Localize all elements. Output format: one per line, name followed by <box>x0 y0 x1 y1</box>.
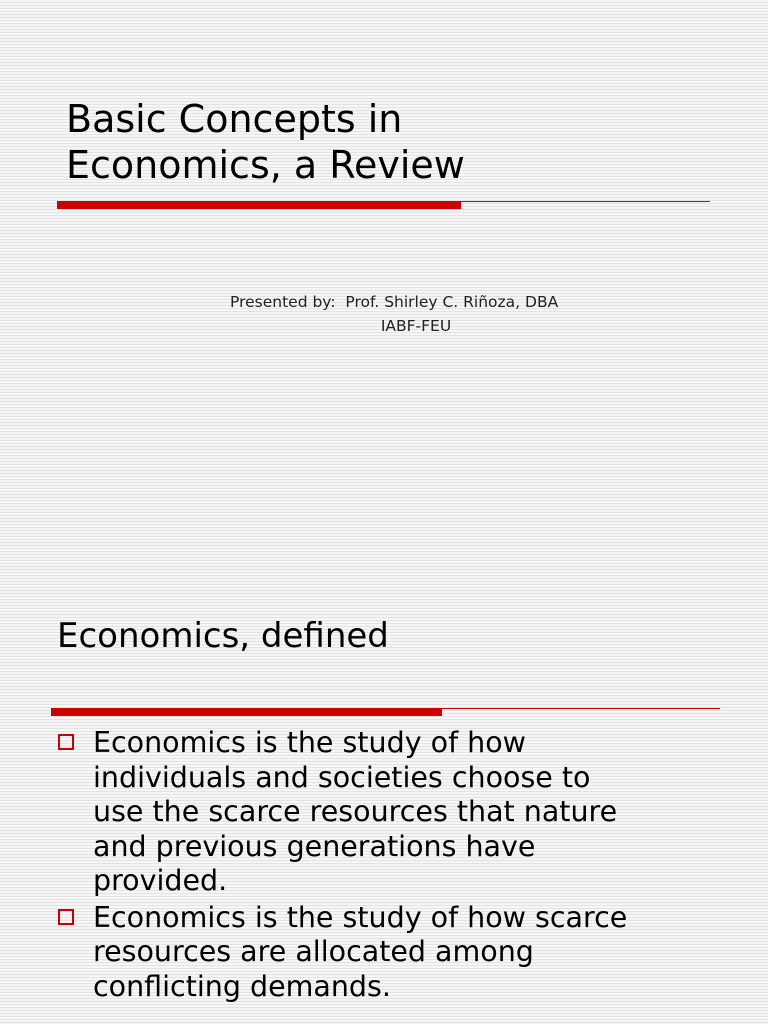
slide-title-heading <box>66 96 465 188</box>
title-line-1: Basic Concepts in <box>66 97 403 141</box>
title-line-2: Economics, a Review <box>66 143 465 187</box>
bullet-text: Economics is the study of how scarce resources are allocated among conflicting demands. <box>93 900 628 1003</box>
slide-economics-defined <box>0 512 768 1024</box>
bullet-text: Economics is the study of how individuals and societies choose to use the scarce resources that nature and previous generations have provided. <box>93 726 618 897</box>
institution-name: IABF-FEU <box>380 317 452 335</box>
title-underline-thin <box>461 201 710 202</box>
list-item <box>58 901 748 1005</box>
presenter-block <box>230 290 602 338</box>
slide-heading: Economics, defined <box>57 616 389 656</box>
title-underline-thick <box>57 201 461 209</box>
heading-underline-thick <box>51 708 442 716</box>
definition-list <box>58 726 748 1006</box>
list-item <box>58 726 748 899</box>
hollow-square-bullet-icon <box>58 734 74 750</box>
heading-underline-thin <box>442 708 720 709</box>
presenter-name: Presented by: Prof. Shirley C. Riñoza, DBA <box>230 293 559 311</box>
hollow-square-bullet-icon <box>58 909 74 925</box>
